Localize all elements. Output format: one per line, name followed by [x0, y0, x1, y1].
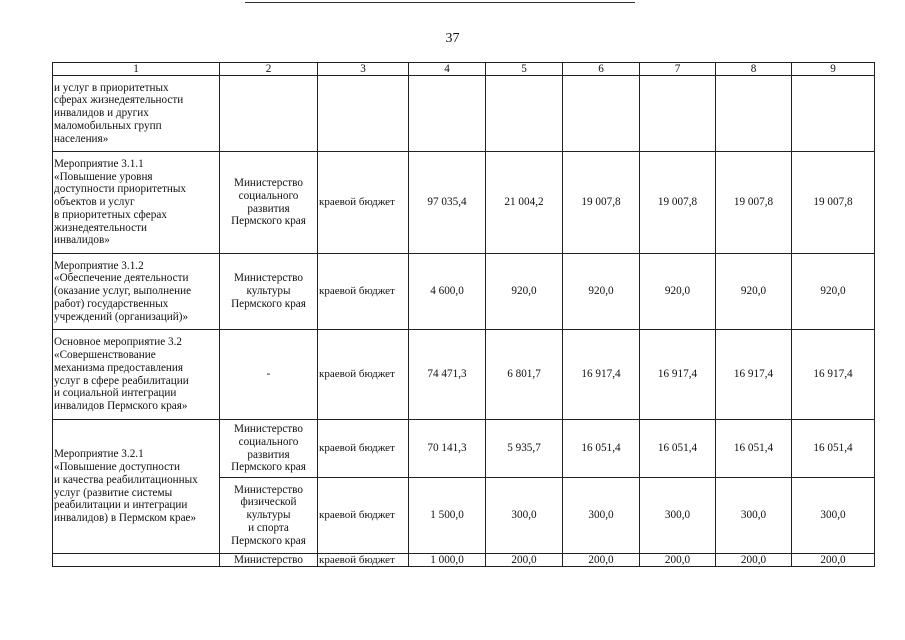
amount-cell: 920,0	[716, 254, 792, 330]
amount-cell: 19 007,8	[792, 152, 875, 254]
executor-cell: Министерство	[220, 554, 318, 567]
amount-cell	[486, 76, 563, 152]
amount-cell: 4 600,0	[409, 254, 486, 330]
activity-name-cell: Мероприятие 3.2.1 «Повышение доступности и качества реабилитационных услуг (развитие системы реабилитации и интеграции инвалидов) в Пермском крае»	[53, 420, 220, 554]
executor-cell: Министерство культуры Пермского края	[220, 254, 318, 330]
column-number-cell: 3	[318, 63, 409, 76]
column-number-cell: 1	[53, 63, 220, 76]
executor-cell	[220, 76, 318, 152]
page-number: 37	[445, 31, 460, 46]
amount-cell: 16 917,4	[792, 330, 875, 420]
amount-cell: 200,0	[792, 554, 875, 567]
amount-cell: 5 935,7	[486, 420, 563, 478]
amount-cell: 920,0	[563, 254, 640, 330]
amount-cell: 16 917,4	[716, 330, 792, 420]
table-body	[53, 63, 875, 567]
amount-cell: 21 004,2	[486, 152, 563, 254]
funding-source-cell: краевой бюджет	[318, 152, 409, 254]
executor-cell: Министерство социального развития Пермского края	[220, 152, 318, 254]
column-number-row	[53, 63, 875, 76]
amount-cell: 16 051,4	[640, 420, 716, 478]
amount-cell: 300,0	[486, 478, 563, 554]
column-number-cell: 5	[486, 63, 563, 76]
amount-cell	[563, 76, 640, 152]
amount-cell: 300,0	[563, 478, 640, 554]
amount-cell: 1 000,0	[409, 554, 486, 567]
amount-cell: 16 051,4	[563, 420, 640, 478]
amount-cell: 97 035,4	[409, 152, 486, 254]
table-row	[53, 152, 875, 254]
activity-name-cell: Основное мероприятие 3.2 «Совершенствование механизма предоставления услуг в сфере реабилитации и социальной интеграции инвалидов Пермского края»	[53, 330, 220, 420]
amount-cell: 16 051,4	[716, 420, 792, 478]
table-row	[53, 76, 875, 152]
column-number-cell: 2	[220, 63, 318, 76]
amount-cell: 16 917,4	[563, 330, 640, 420]
empty-cell	[53, 554, 220, 567]
top-rule	[245, 2, 635, 3]
amount-cell: 74 471,3	[409, 330, 486, 420]
executor-cell: Министерство физической культуры и спорта Пермского края	[220, 478, 318, 554]
table-row	[53, 330, 875, 420]
amount-cell: 19 007,8	[640, 152, 716, 254]
executor-cell: Министерство социального развития Пермского края	[220, 420, 318, 478]
column-number-cell: 7	[640, 63, 716, 76]
amount-cell: 920,0	[640, 254, 716, 330]
amount-cell: 300,0	[792, 478, 875, 554]
amount-cell: 200,0	[640, 554, 716, 567]
amount-cell	[640, 76, 716, 152]
funding-source-cell: краевой бюджет	[318, 554, 409, 567]
amount-cell: 200,0	[716, 554, 792, 567]
funding-source-cell	[318, 76, 409, 152]
amount-cell: 300,0	[640, 478, 716, 554]
amount-cell: 6 801,7	[486, 330, 563, 420]
amount-cell: 19 007,8	[716, 152, 792, 254]
column-number-cell: 4	[409, 63, 486, 76]
amount-cell: 16 051,4	[792, 420, 875, 478]
activity-name-cell: Мероприятие 3.1.2 «Обеспечение деятельности (оказание услуг, выполнение работ) государственных учреждений (организаций)»	[53, 254, 220, 330]
amount-cell: 300,0	[716, 478, 792, 554]
funding-source-cell: краевой бюджет	[318, 254, 409, 330]
amount-cell	[792, 76, 875, 152]
column-number-cell: 6	[563, 63, 640, 76]
amount-cell	[409, 76, 486, 152]
funding-source-cell: краевой бюджет	[318, 478, 409, 554]
amount-cell	[716, 76, 792, 152]
amount-cell: 920,0	[792, 254, 875, 330]
column-number-cell: 9	[792, 63, 875, 76]
amount-cell: 200,0	[563, 554, 640, 567]
activity-name-cell: Мероприятие 3.1.1 «Повышение уровня доступности приоритетных объектов и услуг в приоритетных сферах жизнедеятельности инвалидов»	[53, 152, 220, 254]
executor-cell: -	[220, 330, 318, 420]
table-row	[53, 420, 875, 478]
amount-cell: 70 141,3	[409, 420, 486, 478]
amount-cell: 200,0	[486, 554, 563, 567]
activity-name-cell: и услуг в приоритетных сферах жизнедеятельности инвалидов и других маломобильных групп населения»	[53, 76, 220, 152]
funding-source-cell: краевой бюджет	[318, 420, 409, 478]
amount-cell: 920,0	[486, 254, 563, 330]
amount-cell: 19 007,8	[563, 152, 640, 254]
table-row	[53, 554, 875, 567]
amount-cell: 1 500,0	[409, 478, 486, 554]
column-number-cell: 8	[716, 63, 792, 76]
funding-source-cell: краевой бюджет	[318, 330, 409, 420]
amount-cell: 16 917,4	[640, 330, 716, 420]
table-row	[53, 254, 875, 330]
budget-table	[52, 62, 875, 567]
